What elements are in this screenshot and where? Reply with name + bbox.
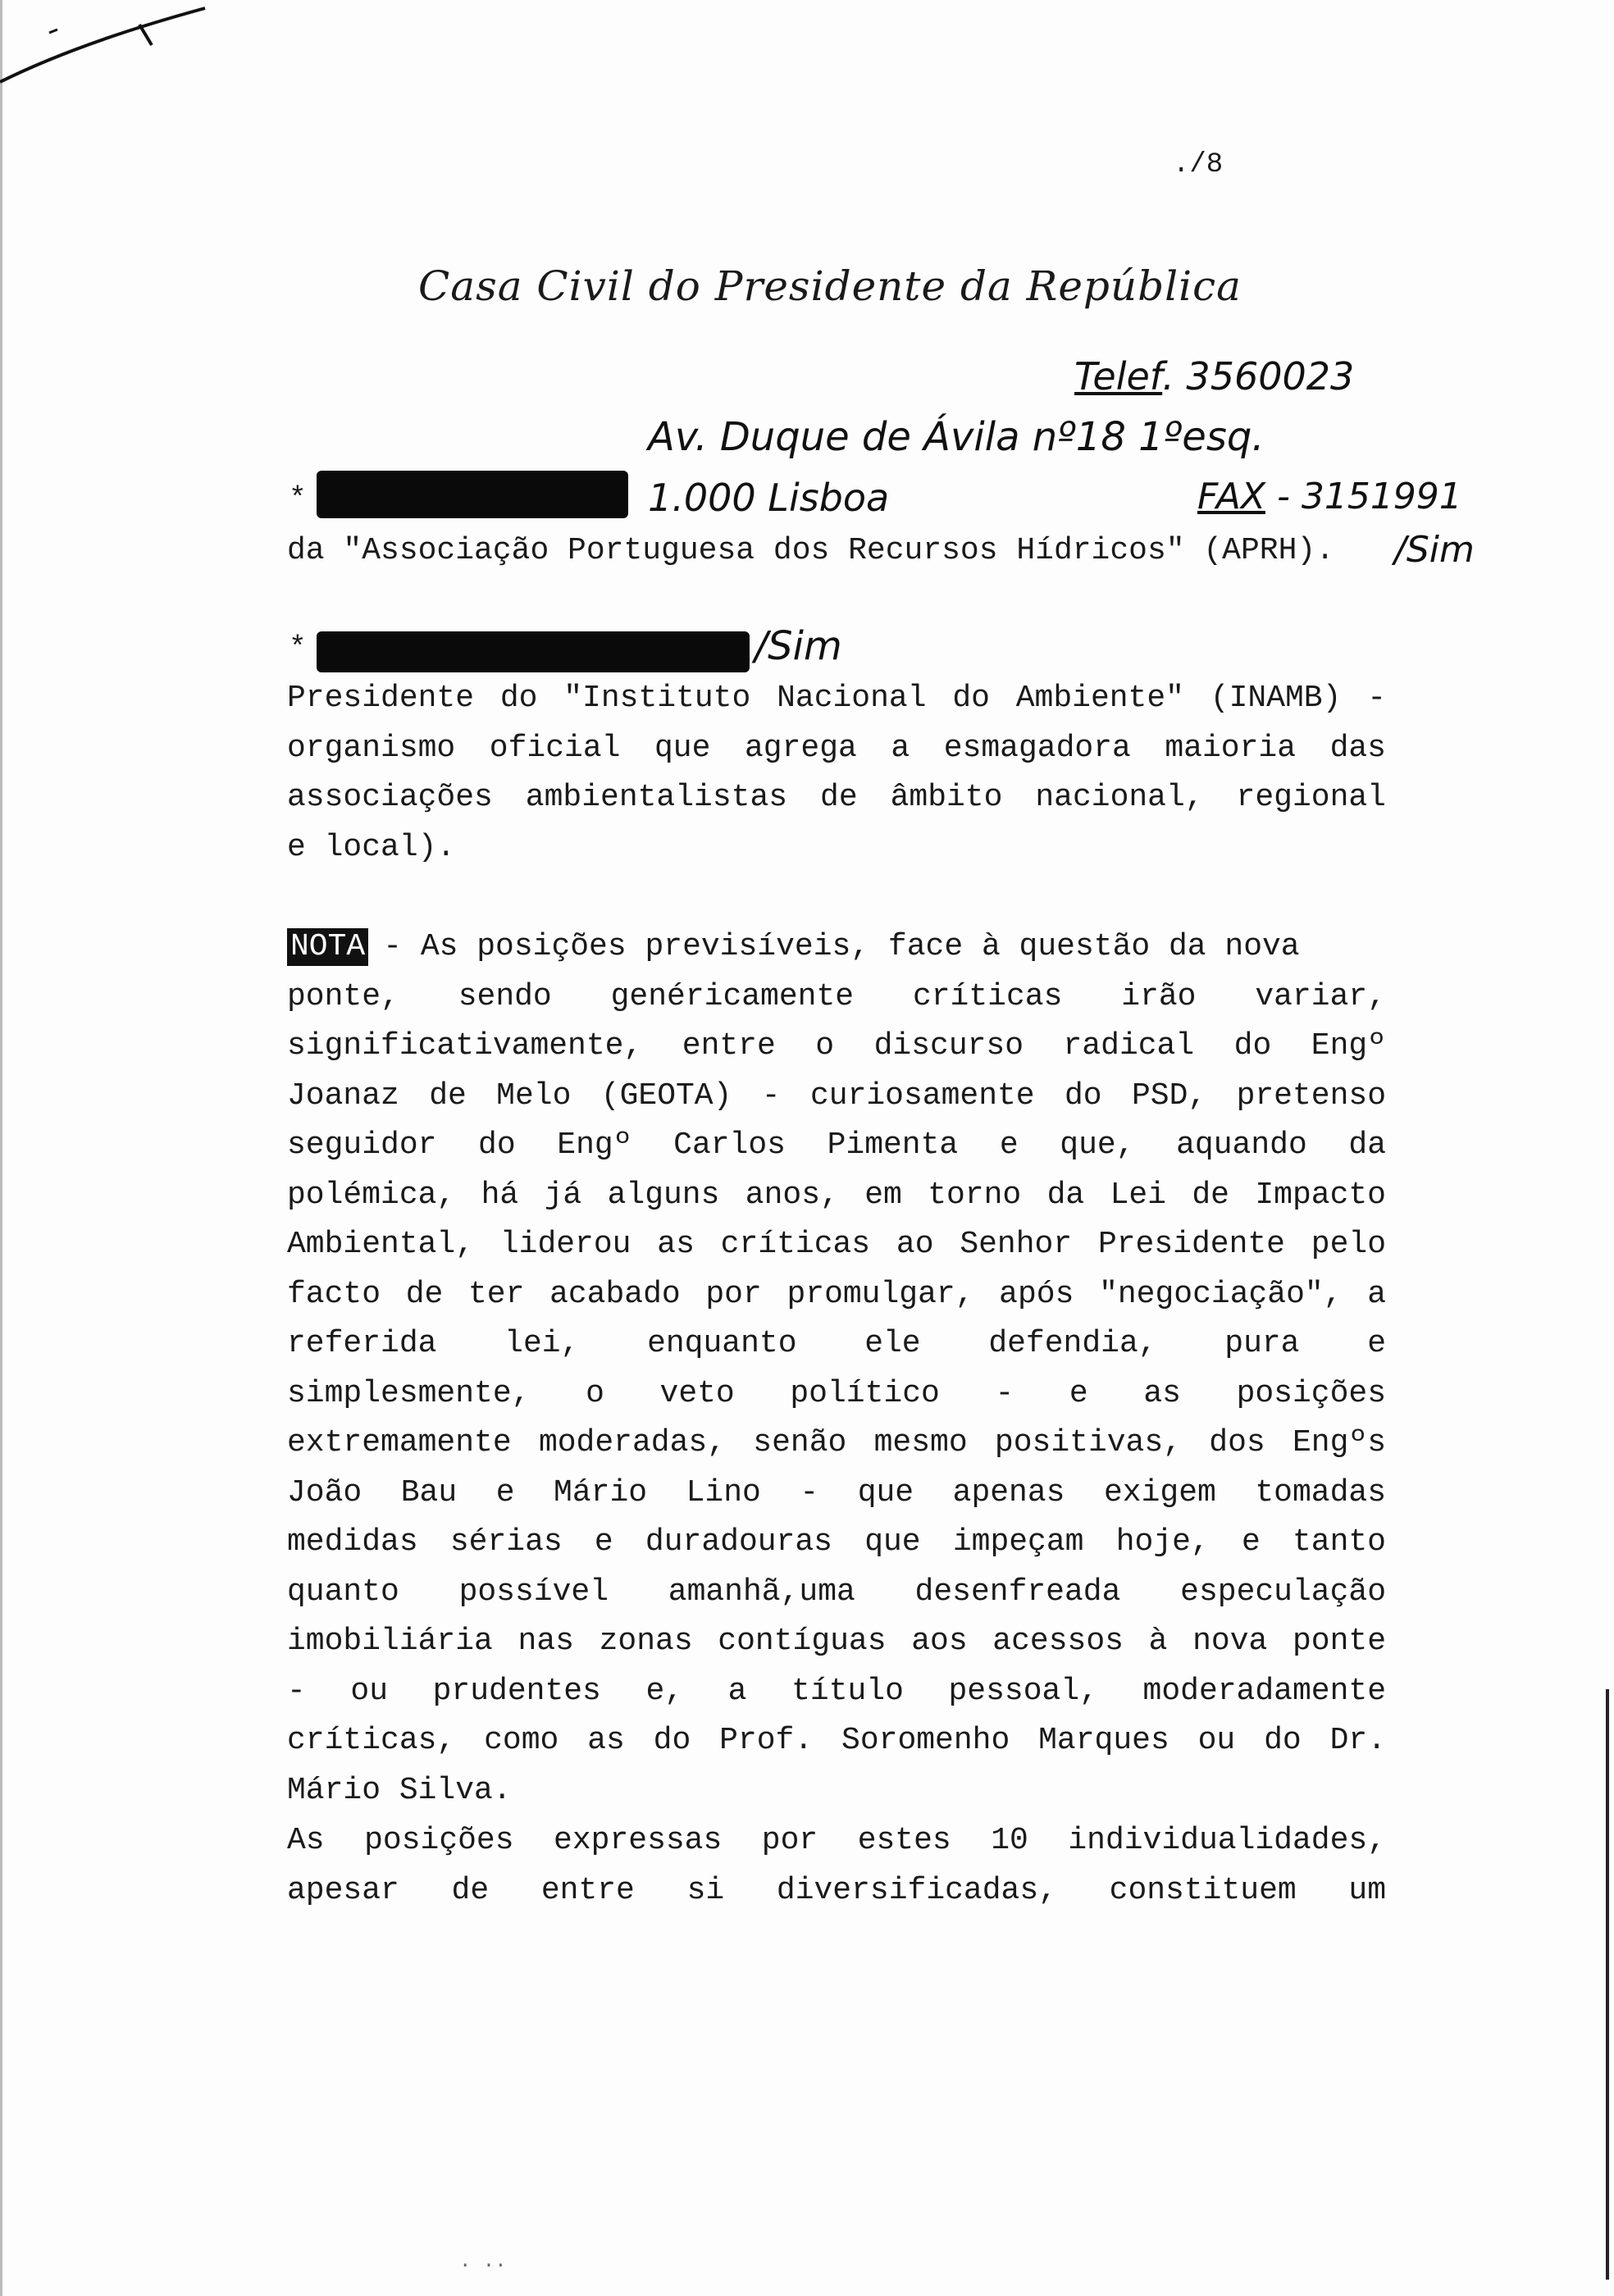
text-line: seguidor do Engº Carlos Pimenta e que, aquando da [287, 1128, 1386, 1163]
nota-first-line-text: - As posições previsíveis, face à questão da nova [383, 929, 1300, 964]
footer-marks: . .. [459, 2251, 507, 2273]
nota-label: NOTA [287, 928, 368, 966]
fax-number: - 3151991 [1265, 476, 1462, 517]
text-line: associações ambientalistas de âmbito nacional, regional [287, 780, 1386, 815]
handwritten-telephone [1074, 354, 1354, 399]
handwritten-sim-mark: /Sim [1394, 529, 1475, 571]
text-line: referida lei, enquanto ele defendia, pura e [287, 1326, 1386, 1361]
text-line: apesar de entre si diversificadas, constituem um [287, 1872, 1386, 1908]
text-line: facto de ter acabado por promulgar, após "negociação", a [287, 1276, 1386, 1312]
text-line: Presidente do "Instituto Nacional do Ambiente" (INAMB) - [287, 681, 1386, 716]
text-line: Mário Silva. [287, 1772, 512, 1808]
scan-left-edge [0, 0, 2, 2296]
text-line: polémica, há já alguns anos, em torno da Lei de Impacto [287, 1177, 1386, 1213]
text-line: e local). [287, 829, 456, 865]
text-line: críticas, como as do Prof. Soromenho Marques ou do Dr. [287, 1723, 1386, 1758]
redaction-bar [317, 471, 628, 518]
handwritten-fax [1197, 476, 1462, 517]
nota-paragraph [287, 922, 1386, 1815]
fax-label: FAX [1197, 476, 1265, 517]
text-line: As posições expressas por estes 10 individualidades, [287, 1823, 1386, 1858]
text-line: ponte, sendo genéricamente críticas irão variar, [287, 978, 1386, 1014]
aprh-line: da "Associação Portuguesa dos Recursos Hídricos" (APRH). [287, 533, 1335, 568]
entry-bullet: * [289, 631, 307, 665]
letterhead-title: Casa Civil do Presidente da República [418, 262, 1242, 310]
handwritten-sim-mark: /Sim [755, 623, 842, 669]
telef-number: . 3560023 [1162, 354, 1355, 399]
text-line: João Bau e Mário Lino - que apenas exigem tomadas [287, 1474, 1386, 1510]
handwritten-address-line-1: Av. Duque de Ávila nº18 1ºesq. [648, 414, 1265, 460]
text-line: medidas sérias e duradouras que impeçam hoje, e tanto [287, 1524, 1386, 1560]
text-line: Ambiental, liderou as críticas ao Senhor Presidente pelo [287, 1227, 1386, 1262]
telef-label: Telef [1074, 354, 1163, 399]
text-line: Joanaz de Melo (GEOTA) - curiosamente do PSD, pretenso [287, 1077, 1386, 1114]
page-number: ./8 [1173, 149, 1224, 180]
nota-first-line [287, 922, 1386, 973]
text-line: extremamente moderadas, senão mesmo positivas, dos Engºs [287, 1425, 1386, 1460]
text-line: quanto possível amanhã,uma desenfreada especulação [287, 1574, 1386, 1610]
text-line: imobiliária nas zonas contíguas aos acessos à nova ponte [287, 1624, 1386, 1659]
scan-right-edge [1606, 1689, 1609, 2280]
text-line: significativamente, entre o discurso radical do Engº [287, 1028, 1386, 1064]
entry-bullet: * [289, 482, 307, 516]
redaction-bar [317, 631, 750, 672]
text-line: - ou prudentes e, a título pessoal, moderadamente [287, 1673, 1386, 1709]
inamb-paragraph [287, 674, 1386, 872]
final-paragraph [287, 1816, 1386, 1916]
text-line: simplesmente, o veto político - e as posições [287, 1375, 1386, 1411]
text-line: organismo oficial que agrega a esmagadora maioria das [287, 730, 1386, 766]
corner-pen-stroke [0, 0, 230, 98]
handwritten-address-line-2: 1.000 Lisboa [648, 476, 890, 520]
